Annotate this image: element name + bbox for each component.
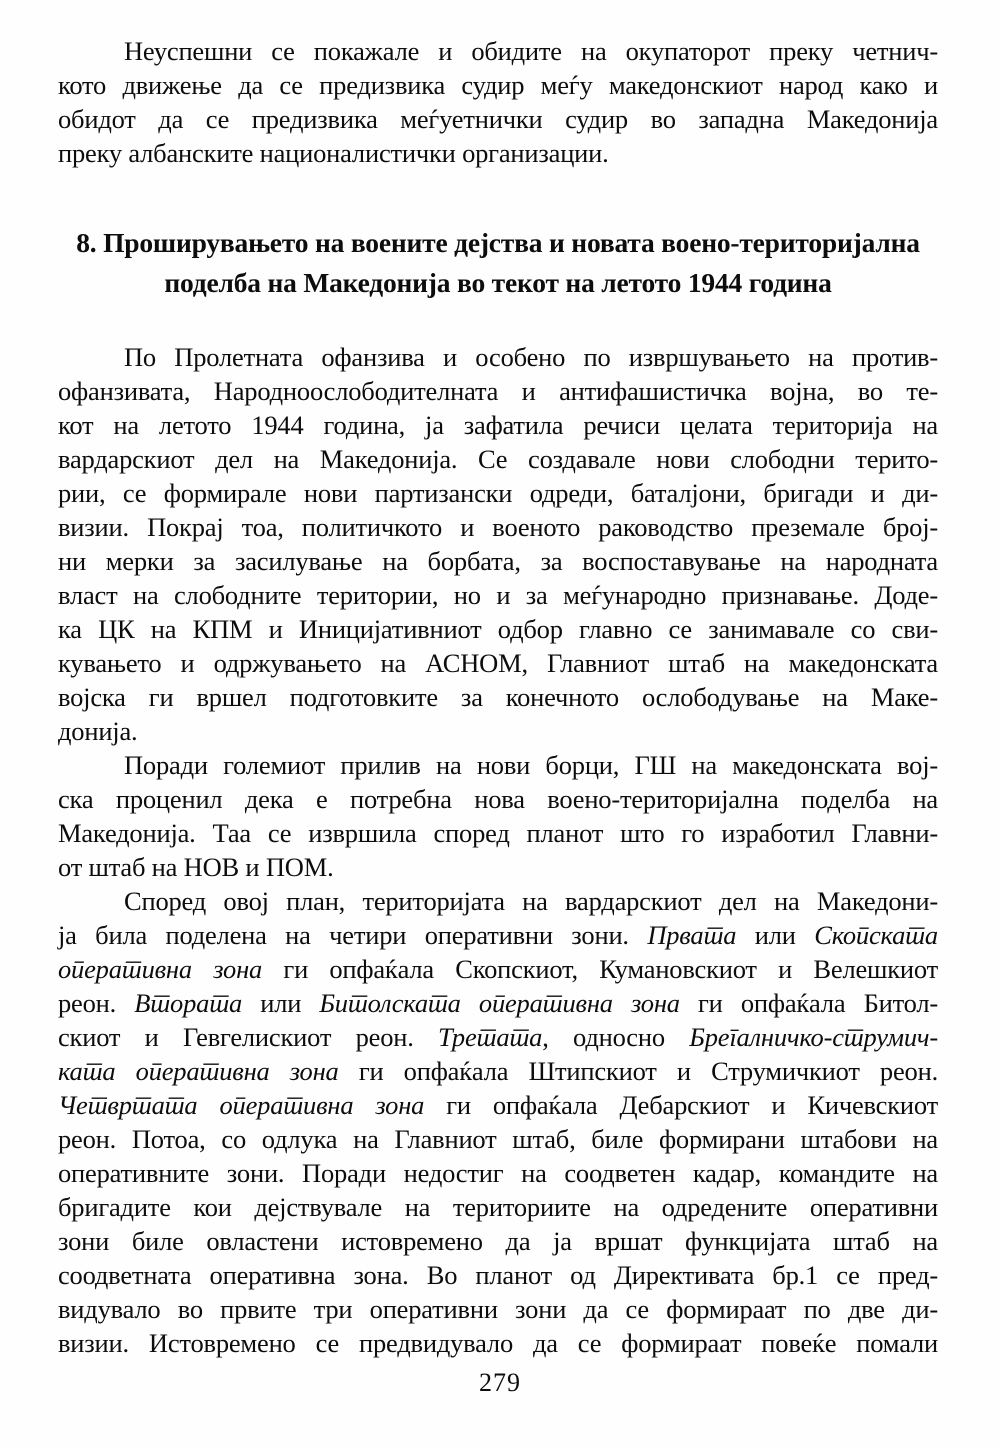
text-line: визии. Покрај тоа, политичкото и военото раководство преземале број-	[58, 512, 938, 542]
paragraph	[58, 34, 938, 170]
text-line: Четвртата оперативна зона ги опфаќала Дебарскиот и Кичевскиот	[58, 1090, 938, 1120]
text-line: ја била поделена на четири оперативни зони. Првата или Скопската	[58, 920, 938, 950]
italic-text: Третата	[438, 1022, 543, 1052]
italic-text: Битолската оперативна зона	[319, 988, 680, 1018]
text-line: ни мерки за засилување на борбата, за воспоставување на народната	[58, 546, 938, 576]
text-line: вардарскиот дел на Македонија. Се создавале нови слободни терито-	[58, 444, 938, 474]
text-line: Поради големиот прилив на нови борци, ГШ на македонската вој-	[124, 750, 938, 780]
heading-line: 8. Проширувањето на воените дејства и новата воено-територијална	[76, 227, 920, 258]
section-heading	[58, 223, 938, 303]
paragraph	[58, 340, 938, 748]
text-line: Македонија. Таа се извршила според планот што го изработил Главни-	[58, 818, 938, 848]
paragraph	[58, 748, 938, 884]
text-line: По Пролетната офанзива и особено по извршувањето на против-	[124, 342, 938, 372]
text-line: преку албанските националистички организации.	[58, 138, 609, 168]
text-line: офанзивата, Народноослободителната и антифашистичка војна, во те-	[58, 376, 938, 406]
text-line: власт на слободните територии, но и за меѓународно признавање. Доде-	[58, 580, 938, 610]
text-line: скиот и Гевгелискиот реон. Третата, односно Брегалничко-струмич-	[58, 1022, 938, 1052]
text-line: ка ЦК на КПМ и Иницијативниот одбор главно се занимавале со сви-	[58, 614, 938, 644]
italic-text: Втората	[134, 988, 243, 1018]
text-line: кот на летото 1944 година, ја зафатила речиси целата територија на	[58, 410, 938, 440]
text-line: реон. Втората или Битолската оперативна зона ги опфаќала Битол-	[58, 988, 938, 1018]
page-number: 279	[479, 1368, 521, 1397]
text-line: кувањето и одржувањето на АСНОМ, Главниот штаб на македонската	[58, 648, 938, 678]
heading-line: поделба на Македонија во текот на летото 1944 година	[164, 267, 832, 298]
page-content	[58, 34, 938, 1360]
italic-text: оперативна зона	[58, 954, 263, 984]
text-line: Според овој план, територијата на вардарскиот дел на Македони-	[124, 886, 938, 916]
paragraph	[58, 884, 938, 1360]
text-line: реон. Потоа, со одлука на Главниот штаб, биле формирани штабови на	[58, 1124, 938, 1154]
text-line: Неуспешни се покажале и обидите на окупаторот преку четнич-	[124, 36, 938, 66]
italic-text: ката оперативна зона	[58, 1056, 339, 1086]
italic-text: Четвртата оперативна зона	[58, 1090, 425, 1120]
text-line: кото движење да се предизвика судир меѓу македонскиот народ како и	[58, 70, 938, 100]
text-line: от штаб на НОВ и ПОМ.	[58, 852, 334, 882]
italic-text: Брегалничко-струмич-	[689, 1022, 938, 1052]
text-line: донија.	[58, 716, 138, 746]
text-line: ката оперативна зона ги опфаќала Штипскиот и Струмичкиот реон.	[58, 1056, 938, 1086]
text-line: рии, се формирале нови партизански одреди, баталјони, бригади и ди-	[58, 478, 938, 508]
text-line: ска проценил дека е потребна нова воено-територијална поделба на	[58, 784, 938, 814]
italic-text: Првата	[647, 920, 737, 950]
text-line: зони биле овластени истовремено да ја вршат функцијата штаб на	[58, 1226, 938, 1256]
italic-text: Скопската	[814, 920, 938, 950]
text-line: соодветната оперативна зона. Во планот од Директивата бр.1 се пред-	[58, 1260, 938, 1290]
text-line: видувало во првите три оперативни зони да се формираат по две ди-	[58, 1294, 938, 1324]
text-line: војска ги вршел подготовките за конечното ослободување на Маке-	[58, 682, 938, 712]
text-line: бригадите кои дејствувале на териториите на одредените оперативни	[58, 1192, 938, 1222]
text-line: оперативна зона ги опфаќала Скопскиот, Кумановскиот и Велешкиот	[58, 954, 938, 984]
text-line: визии. Истовремено се предвидувало да се формираат повеќе помали	[58, 1328, 938, 1358]
text-line: обидот да се предизвика меѓуетнички судир во западна Македонија	[58, 104, 938, 134]
text-line: оперативните зони. Поради недостиг на соодветен кадар, командите на	[58, 1158, 938, 1188]
